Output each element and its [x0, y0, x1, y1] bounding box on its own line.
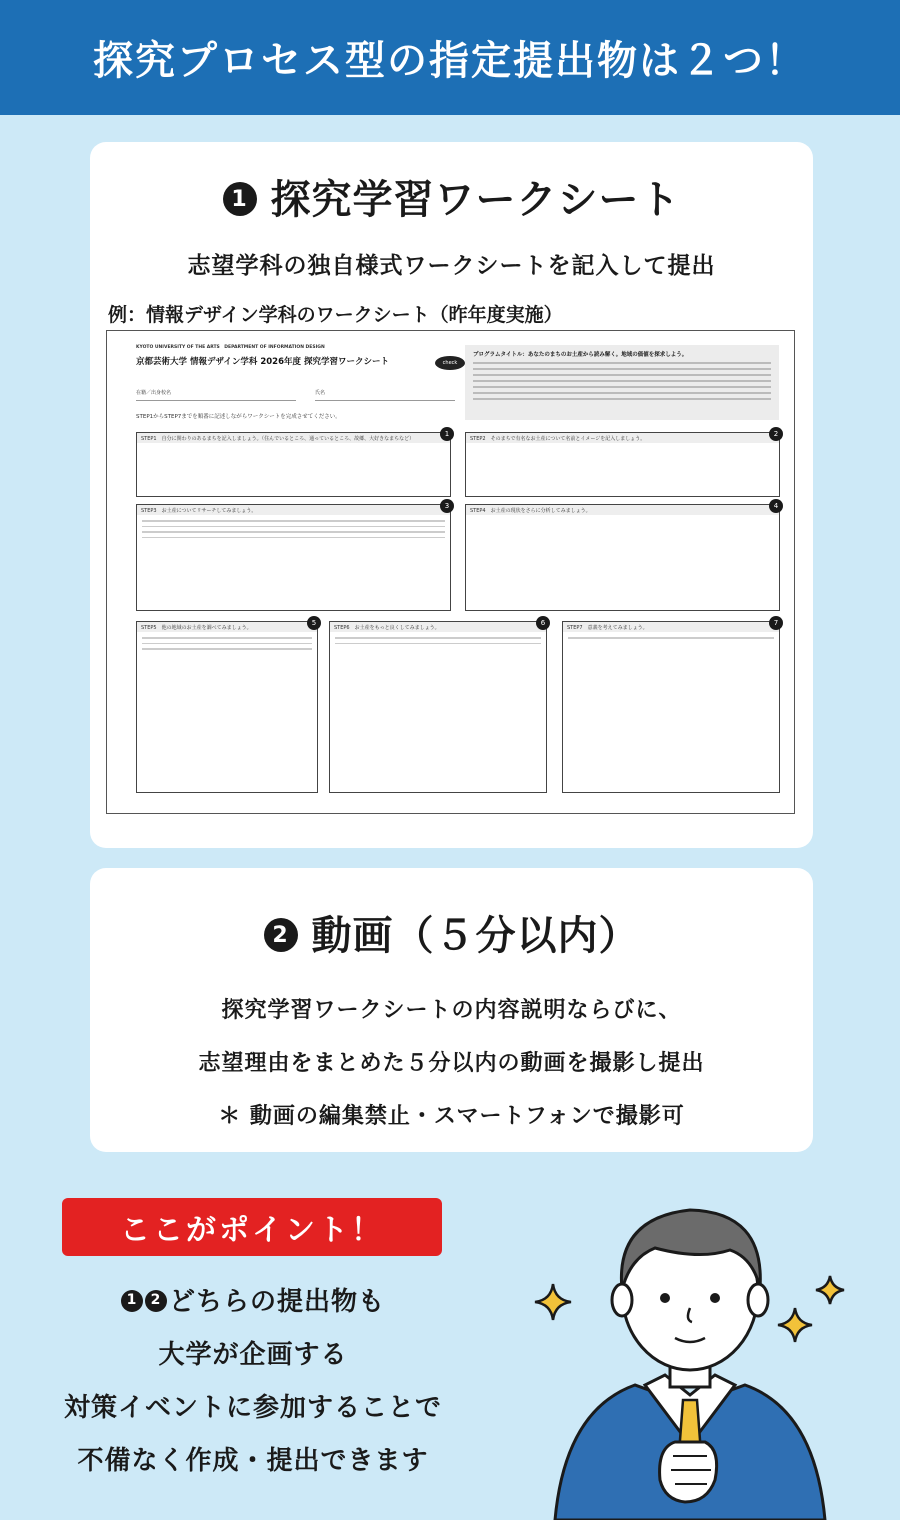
text-lines [335, 637, 541, 644]
worksheet-step-box [136, 621, 318, 793]
step-heading: STEP4 お土産の現状をさらに分析してみましょう。 [466, 505, 779, 515]
section1-title: 探究学習ワークシート [270, 177, 681, 223]
step-number-badge: 6 [536, 616, 550, 630]
underline [315, 400, 455, 401]
video-note: ＊ 動画の編集禁止・スマートフォンで撮影可 [218, 1104, 685, 1129]
worksheet-check-mark: check [435, 356, 465, 370]
step-heading: STEP1 自分に関わりのあるまちを記入しましょう。（住んでいるところ、通っているところ、故郷、大好きなまちなど） [137, 433, 450, 443]
section1-subtitle: 志望学科の独自様式ワークシートを記入して提出 [187, 253, 716, 279]
example-label: 例：情報デザイン学科のワークシート（昨年度実施） [108, 304, 563, 326]
text-line [473, 380, 771, 382]
underline [136, 400, 296, 401]
text-line [473, 362, 771, 364]
video-description-line: 探究学習ワークシートの内容説明ならびに、 [221, 998, 682, 1023]
section2-heading [90, 868, 813, 961]
step-heading: STEP5 他の地域のお土産を調べてみましょう。 [137, 622, 317, 632]
worksheet-program-title: プログラムタイトル：あなたのまちのお土産から読み解く。地域の価値を探求しよう。 [473, 352, 688, 358]
step-number-badge: 3 [440, 499, 454, 513]
step-heading: STEP3 お土産についてリサーチしてみましょう。 [137, 505, 450, 515]
worksheet-sample-image [106, 330, 795, 814]
point-line-text: どちらの提出物も [168, 1287, 385, 1317]
mini-number-badge-2: 2 [145, 1290, 167, 1312]
number-badge-2: 2 [264, 918, 298, 952]
section2-title: 動画（５分以内） [311, 913, 640, 959]
worksheet-step-box [562, 621, 780, 793]
worksheet-step-box [329, 621, 547, 793]
worksheet-field-name: 氏名 [315, 390, 326, 396]
point-badge: ここがポイント！ [62, 1198, 442, 1256]
step-number-badge: 7 [769, 616, 783, 630]
step-number-badge: 4 [769, 499, 783, 513]
point-line: 不備なく作成・提出できます [77, 1446, 429, 1476]
sparkle-icon [778, 1308, 812, 1342]
worksheet-title: 京都芸術大学 情報デザイン学科 2026年度 探究学習ワークシート [136, 357, 389, 367]
page-title: 探究プロセス型の指定提出物は２つ！ [93, 38, 807, 84]
worksheet-step-box [465, 504, 780, 611]
worksheet-step-box [465, 432, 780, 497]
worksheet-program-box [465, 345, 779, 420]
number-badge-1: 1 [223, 182, 257, 216]
step-number-badge: 5 [307, 616, 321, 630]
video-card [90, 868, 813, 1152]
text-line [473, 398, 771, 400]
step-heading: STEP6 お土産をもっと良くしてみましょう。 [330, 622, 546, 632]
worksheet-university: KYOTO UNIVERSITY OF THE ARTS DEPARTMENT OF INFORMATION DESIGN [136, 345, 325, 350]
worksheet-field-school: 在籍／出身校名 [136, 390, 172, 396]
text-lines [142, 637, 312, 650]
text-line [473, 368, 771, 370]
step-number-badge: 2 [769, 427, 783, 441]
mini-number-badge-1: 1 [121, 1290, 143, 1312]
video-description-line: 志望理由をまとめた５分以内の動画を撮影し提出 [198, 1051, 705, 1076]
header-banner [0, 0, 900, 115]
point-line [20, 1276, 486, 1329]
point-text [20, 1276, 486, 1488]
text-line [473, 374, 771, 376]
point-line: 対策イベントに参加することで [63, 1393, 442, 1423]
step-heading: STEP2 そのまちで有名なお土産について名前とイメージを記入しましょう。 [466, 433, 779, 443]
businessman-illustration [525, 1180, 865, 1520]
step-heading: STEP7 意義を考えてみましょう。 [563, 622, 779, 632]
point-line: 大学が企画する [158, 1340, 348, 1370]
text-lines [142, 520, 445, 538]
worksheet-card [90, 142, 813, 848]
text-line [473, 392, 771, 394]
worksheet-step-box [136, 432, 451, 497]
text-lines [568, 637, 774, 639]
sparkle-icon [535, 1284, 571, 1320]
section1-heading [90, 142, 813, 225]
text-line [473, 386, 771, 388]
worksheet-instruction: STEP1からSTEP7までを順番に記述しながらワークシートを完成させてください。 [136, 414, 341, 420]
worksheet-step-box [136, 504, 451, 611]
step-number-badge: 1 [440, 427, 454, 441]
sparkle-icon [816, 1276, 844, 1304]
